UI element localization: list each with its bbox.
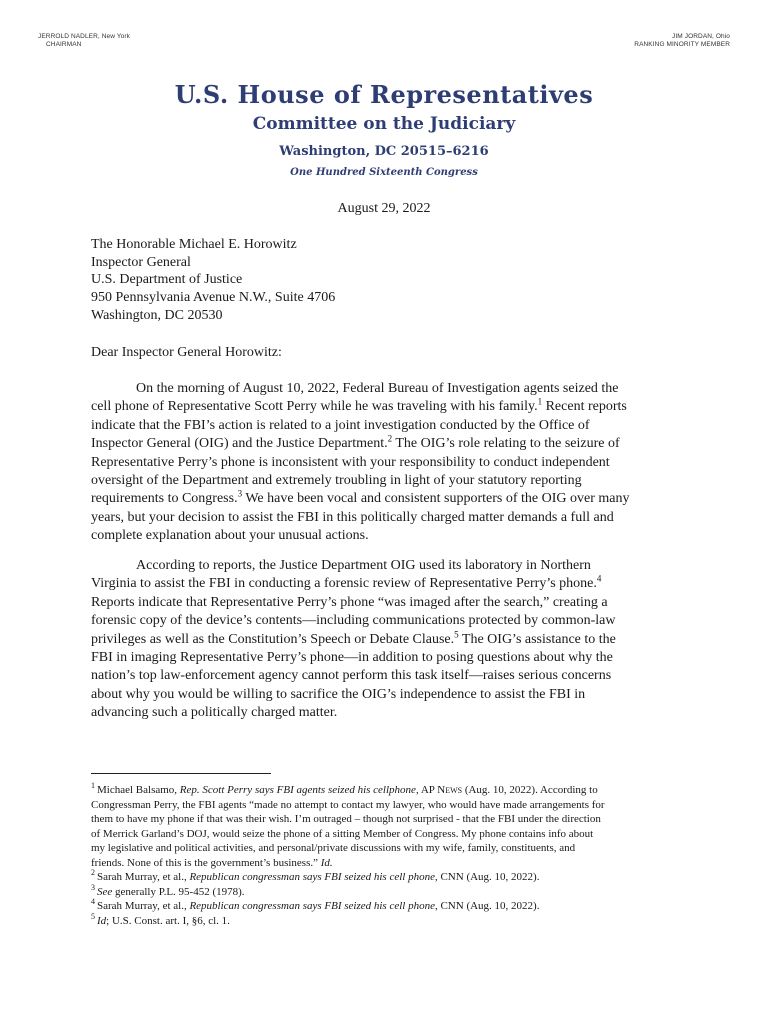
recipient-address bbox=[91, 236, 335, 325]
paragraph-line: On the morning of August 10, 2022, Federal Bureau of Investigation agents seized the bbox=[136, 381, 619, 396]
chairman-name: JERROLD NADLER, New York bbox=[38, 33, 130, 40]
ranking-member-block bbox=[620, 33, 730, 49]
paragraph-line: requirements to Congress.$^3$ We have been vocal and consistent supporters of the OIG over many bbox=[91, 488, 630, 507]
paragraph-line: about why you would be willing to sacrifice the OIG’s independence to assist the FBI in bbox=[91, 686, 586, 702]
address-line: Inspector General bbox=[91, 254, 191, 270]
letter-date: August 29, 2022 bbox=[337, 201, 431, 216]
footnote-line: friends. None of this is the government’s business.” Id. bbox=[91, 856, 333, 869]
footnote-ref: 2 bbox=[387, 433, 393, 444]
paragraph-line: nation’s top law-enforcement agency cannot perform this task itself—raises serious concerns bbox=[91, 668, 612, 684]
paragraph-line: years, but your decision to assist the FBI in this politically charged matter demands a full and bbox=[91, 509, 614, 525]
paragraph-line: advancing such a politically charged matter. bbox=[91, 705, 338, 721]
paragraph-line: cell phone of Representative Scott Perry while he was traveling with his family.$^1$ Recent reports bbox=[91, 396, 627, 415]
letterhead-congress: One Hundred Sixteenth Congress bbox=[290, 167, 478, 178]
paragraph-line: indicate that the FBI’s action is related to a joint investigation conducted by the Office of bbox=[91, 417, 590, 433]
footnote-line: Congressman Perry, the FBI agents “made no attempt to contact my lawyer, who would have made arrangements for bbox=[91, 798, 605, 811]
footnote-ref: 4 bbox=[596, 573, 602, 584]
footnote-line: of Merrick Garland’s DOJ, would seize the phone of a sitting Member of Congress. My phone contains info about bbox=[91, 827, 594, 840]
letterhead-address: Washington, DC 20515–6216 bbox=[279, 144, 489, 159]
paragraph-line: Reports indicate that Representative Perry’s phone “was imaged after the search,” creating a bbox=[91, 594, 608, 610]
body-paragraph-2 bbox=[91, 557, 687, 723]
letterhead-committee: Committee on the Judiciary bbox=[252, 114, 516, 134]
footnote-4: $^4$ Sarah Murray, et al., Republican congressman says FBI seized his cell phone, CNN (Aug. 10, 2022). bbox=[91, 897, 540, 912]
address-line: 950 Pennsylvania Avenue N.W., Suite 4706 bbox=[91, 290, 336, 306]
paragraph-line: oversight of the Department and extremely troubling in light of your statutory reporting bbox=[91, 473, 582, 489]
body-paragraph-1 bbox=[91, 380, 687, 546]
ranking-member-name: JIM JORDAN, Ohio bbox=[672, 33, 730, 40]
paragraph-line: Virginia to assist the FBI in conducting a forensic review of Representative Perry’s phone.$^4$ bbox=[91, 573, 602, 592]
chairman-block bbox=[38, 33, 130, 49]
footnote-ref: 1 bbox=[537, 396, 543, 407]
footnote-ref: 3 bbox=[237, 488, 243, 499]
paragraph-line: complete explanation about your unusual actions. bbox=[91, 528, 369, 544]
address-line: The Honorable Michael E. Horowitz bbox=[91, 237, 297, 252]
paragraph-line: FBI in imaging Representative Perry’s phone—in addition to posing questions about why the bbox=[91, 650, 613, 666]
salutation: Dear Inspector General Horowitz: bbox=[91, 345, 282, 360]
ranking-member-role: RANKING MINORITY MEMBER bbox=[634, 41, 730, 48]
footnote-1: $^1$ Michael Balsamo, Rep. Scott Perry says FBI agents seized his cellphone, AP News (Aug. 10, 2022). According to bbox=[91, 781, 598, 796]
paragraph-line: forensic copy of the device’s contents—including communications protected by common-law bbox=[91, 613, 616, 629]
letterhead-title: U.S. House of Representatives bbox=[174, 80, 594, 109]
footnote-line: my legislative and political activities, and personal/private discussions with my wife, family, constituents, and bbox=[91, 842, 576, 854]
chairman-role: CHAIRMAN bbox=[46, 41, 82, 48]
footnotes bbox=[91, 783, 691, 928]
paragraph-line: Inspector General (OIG) and the Justice Department.$^2$ The OIG’s role relating to the seizure of bbox=[91, 433, 620, 452]
paragraph-line: Representative Perry’s phone is inconsistent with your responsibility to conduct independent bbox=[91, 454, 610, 470]
footnote-3: $^3$ See generally P.L. 95-452 (1978). bbox=[91, 882, 245, 898]
footnote-2: $^2$ Sarah Murray, et al., Republican congressman says FBI seized his cell phone, CNN (Aug. 10, 2022). bbox=[91, 868, 540, 883]
footnote-divider bbox=[91, 773, 271, 774]
footnote-line: them to have my phone if that was their wish. I’m outraged – though not surprised - that the FBI under the direction bbox=[91, 813, 601, 825]
address-line: Washington, DC 20530 bbox=[91, 307, 223, 323]
address-line: U.S. Department of Justice bbox=[91, 272, 243, 288]
paragraph-line: According to reports, the Justice Department OIG used its laboratory in Northern bbox=[136, 558, 591, 573]
footnote-ref: 5 bbox=[454, 628, 459, 639]
footnote-5: $^5$ Id; U.S. Const. art. I, §6, cl. 1. bbox=[91, 911, 230, 927]
paragraph-line: privileges as well as the Constitution’s Speech or Debate Clause.$^5$ The OIG’s assistance to the bbox=[91, 628, 616, 647]
